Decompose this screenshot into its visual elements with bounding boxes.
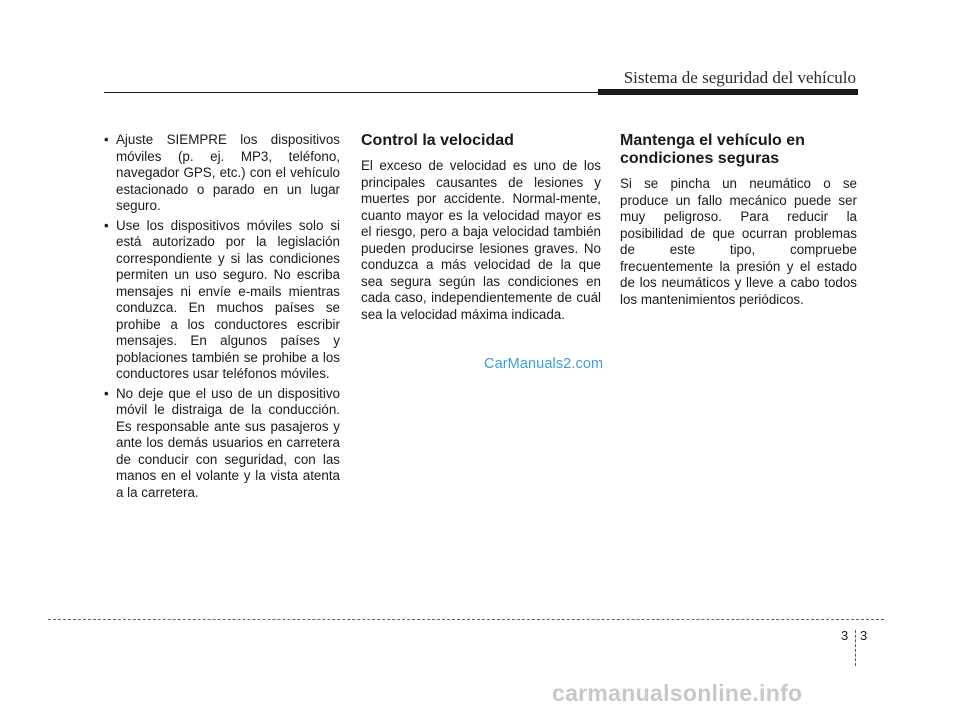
section-body-maintenance: Si se pincha un neumático o se produce un fallo mecánico puede ser muy peligroso. Para reducir la posibilidad de que ocurran problemas de este tipo, compruebe frecuentemente la presión y el estado de los neumáticos y lleve a cabo todos los mantenimientos periódicos. [620, 176, 857, 307]
watermark-link[interactable]: CarManuals2.com [484, 356, 604, 372]
page-number: 3 [860, 628, 868, 643]
footer-vertical-dash [855, 630, 856, 666]
column-2 [361, 132, 601, 323]
bullet-list [104, 132, 340, 501]
header-title: Sistema de seguridad del vehículo [623, 68, 856, 87]
bullet-item: • Use los dispositivos móviles solo si está autorizado por la legislación correspondiente y si las condiciones permiten un uso seguro. No escriba mensajes ni envíe e-mails mientras conduzca. En muchos países se prohibe a los conductores escribir mensajes. En algunos países y poblaciones también se prohibe a los conductores usar teléfonos móviles. [104, 218, 340, 383]
section-heading-maintenance: Mantenga el vehículo en condiciones seguras [620, 132, 805, 167]
bullet-item: • Ajuste SIEMPRE los dispositivos móviles (p. ej. MP3, teléfono, navegador GPS, etc.) con el vehículo estacionado o parado en un lugar seguro. [104, 132, 340, 215]
footer-site-watermark[interactable]: carmanualsonline.info [552, 680, 803, 706]
bullet-item: • No deje que el uso de un dispositivo móvil le distraiga de la conducción. Es responsable ante sus pasajeros y ante los demás usuarios en carretera de conducir con seguridad, con las manos en el volante y la vista atenta a la carretera. [104, 386, 340, 502]
section-heading-speed: Control la velocidad [361, 132, 514, 149]
footer-dashed-rule [48, 619, 884, 620]
section-body-speed: El exceso de velocidad es uno de los principales causantes de lesiones y muertes por accidente. Normal-mente, cuanto mayor es la velocidad mayor es el riesgo, pero a baja velocidad también pueden producirse lesiones graves. No conduzca a más velocidad de la que sea segura según las condiciones en cada caso, independientemente de cuál sea la velocidad máxima indicada. [361, 158, 601, 322]
header-rule-thick [598, 89, 858, 95]
chapter-number: 3 [841, 628, 849, 643]
column-1 [104, 132, 340, 504]
column-3 [620, 132, 857, 308]
